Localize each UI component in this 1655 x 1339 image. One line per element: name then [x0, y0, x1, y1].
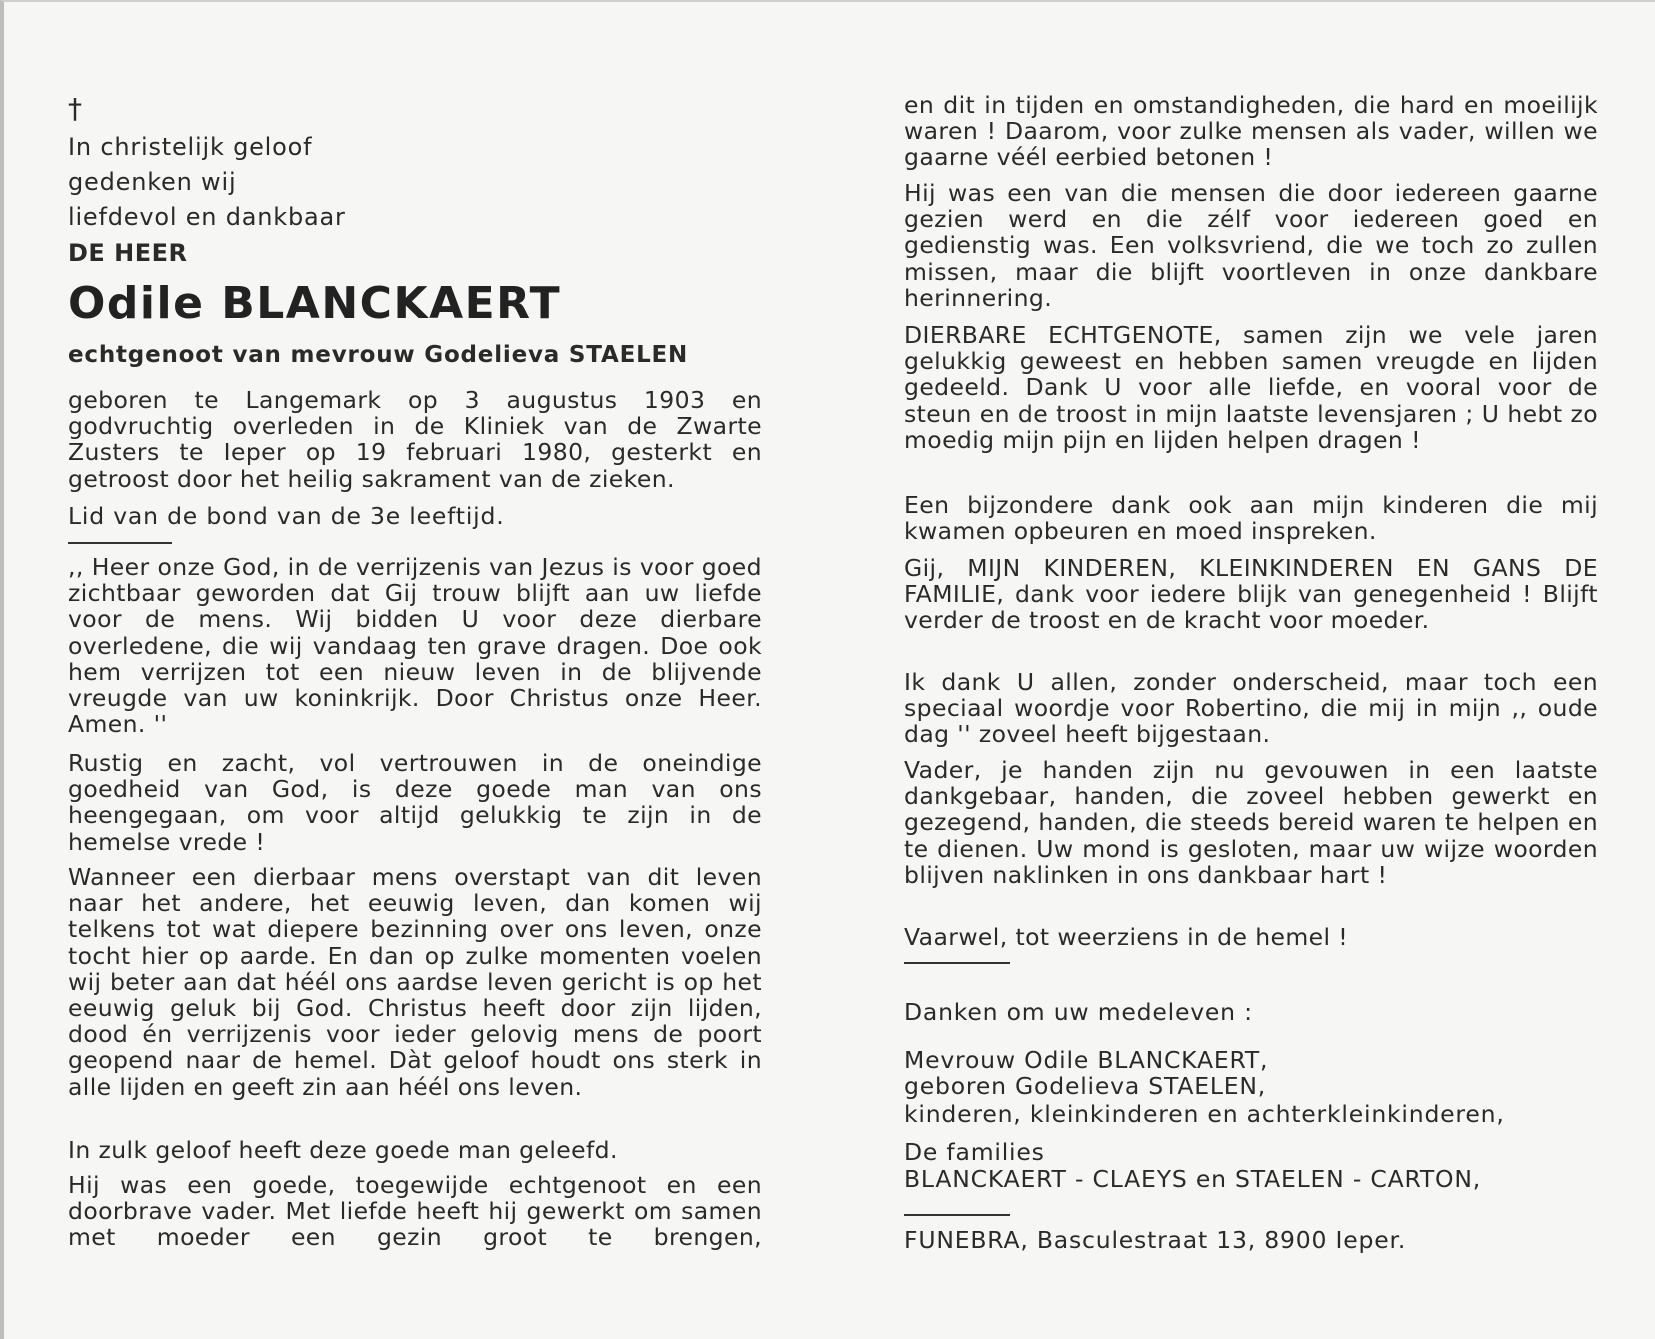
intro-line-1: In christelijk geloof — [68, 133, 313, 161]
families-line: BLANCKAERT - CLAEYS en STAELEN - CARTON, — [904, 1165, 1481, 1193]
thanks-line-3: kinderen, kleinkinderen en achterkleinkinderen, — [904, 1100, 1505, 1128]
right-paragraph-5: Gij, MIJN KINDEREN, KLEINKINDEREN EN GANS DE FAMILIE, dank voor iedere blijk van genegenheid ! Blijft verder de troost en de kracht voor moeder. — [904, 554, 1598, 635]
thanks-line-2: geboren Godelieva STAELEN, — [904, 1072, 1267, 1100]
right-paragraph-7: Vader, je handen zijn nu gevouwen in een laatste dankgebaar, handen, die zoveel hebben gewerkt en gezegend, handen, die steeds bereid waren te helpen en te dienen. Uw mond is gesloten, maar uw wijze woorden blijven naklinken in ons dankbaar hart ! — [904, 756, 1598, 889]
deceased-name: Odile BLANCKAERT — [68, 278, 562, 329]
right-paragraph-3: DIERBARE ECHTGENOTE, samen zijn we vele jaren gelukkig geweest en hebben samen vreugde en lijden gedeeld. Dank U voor alle liefde, en vooral voor de steun en de troost in mijn laatste levensjaren ; U hebt zo moedig mijn pijn en lijden helpen dragen ! — [904, 321, 1598, 454]
left-paragraph-2: Rustig en zacht, vol vertrouwen in de oneindige goedheid van God, is deze goede man van ons heengegaan, om voor altijd gelukkig te zijn in de hemelse vrede ! — [68, 749, 762, 856]
thanks-line-1: Mevrouw Odile BLANCKAERT, — [904, 1046, 1269, 1074]
right-paragraph-1: en dit in tijden en omstandigheden, die hard en moeilijk waren ! Daarom, voor zulke mensen als vader, willen we gaarne véél eerbied betonen ! — [904, 91, 1598, 172]
funeral-home-line: FUNEBRA, Basculestraat 13, 8900 Ieper. — [904, 1226, 1407, 1254]
divider — [68, 542, 172, 544]
spouse-line: echtgenoot van mevrouw Godelieva STAELEN — [68, 342, 689, 368]
membership-line: Lid van de bond van de 3e leeftijd. — [68, 502, 505, 530]
families-heading: De families — [904, 1138, 1045, 1166]
right-paragraph-2: Hij was een van die mensen die door iedereen gaarne gezien werd en die zélf voor iedereen goed en gedienstig was. Een volksvriend, die we toch zo zullen missen, maar die blijft voortleven in onze dankbare herinnering. — [904, 179, 1598, 312]
left-paragraph-3: Wanneer een dierbaar mens overstapt van dit leven naar het andere, het eeuwig leven, dan komen wij telkens tot wat diepere bezinning over ons leven, onze tocht hier op aarde. En dan op zulke momenten voelen wij beter aan dat héél ons aardse leven gericht is op het eeuwig geluk bij God. Christus heeft door zijn lijden, dood én verrijzenis voor ieder gelovig mens de poort geopend naar de hemel. Dàt geloof houdt ons sterk in alle lijden en geeft zin aan héél ons leven. — [68, 863, 762, 1101]
birth-death-paragraph: geboren te Langemark op 3 augustus 1903 en godvruchtig overleden in de Kliniek van de Zwarte Zusters te Ieper op 19 februari 1980, gesterkt en getroost door het heilig sakrament van de zieken. — [68, 386, 762, 493]
divider — [904, 1214, 1010, 1216]
intro-line-2: gedenken wij — [68, 168, 237, 196]
thanks-heading: Danken om uw medeleven : — [904, 998, 1253, 1026]
right-paragraph-4: Een bijzondere dank ook aan mijn kinderen die mij kwamen opbeuren en moed inspreken. — [904, 491, 1598, 546]
intro-line-3: liefdevol en dankbaar — [68, 203, 346, 231]
prayer-paragraph: ,, Heer onze God, in de verrijzenis van Jezus is voor goed zichtbaar geworden dat Gij trouw blijft aan uw liefde voor de mens. Wij bidden U voor deze dierbare overledene, die wij vandaag ten grave dragen. Doe ook hem verrijzen tot een nieuw leven in de blijvende vreugde van uw koninkrijk. Door Christus onze Heer. Amen. '' — [68, 553, 762, 739]
honorific-title: DE HEER — [68, 239, 188, 267]
divider — [904, 962, 1010, 964]
cross-icon: † — [68, 92, 82, 125]
farewell-line: Vaarwel, tot weerziens in de hemel ! — [904, 923, 1349, 951]
left-paragraph-4: In zulk geloof heeft deze goede man geleefd. — [68, 1136, 618, 1164]
right-paragraph-6: Ik dank U allen, zonder onderscheid, maar toch een speciaal woordje voor Robertino, die mij in mijn ,, oude dag '' zoveel heeft bijgestaan. — [904, 668, 1598, 749]
left-paragraph-5: Hij was een goede, toegewijde echtgenoot en een doorbrave vader. Met liefde heeft hij gewerkt om samen met moeder een gezin groot te brengen, — [68, 1171, 762, 1252]
